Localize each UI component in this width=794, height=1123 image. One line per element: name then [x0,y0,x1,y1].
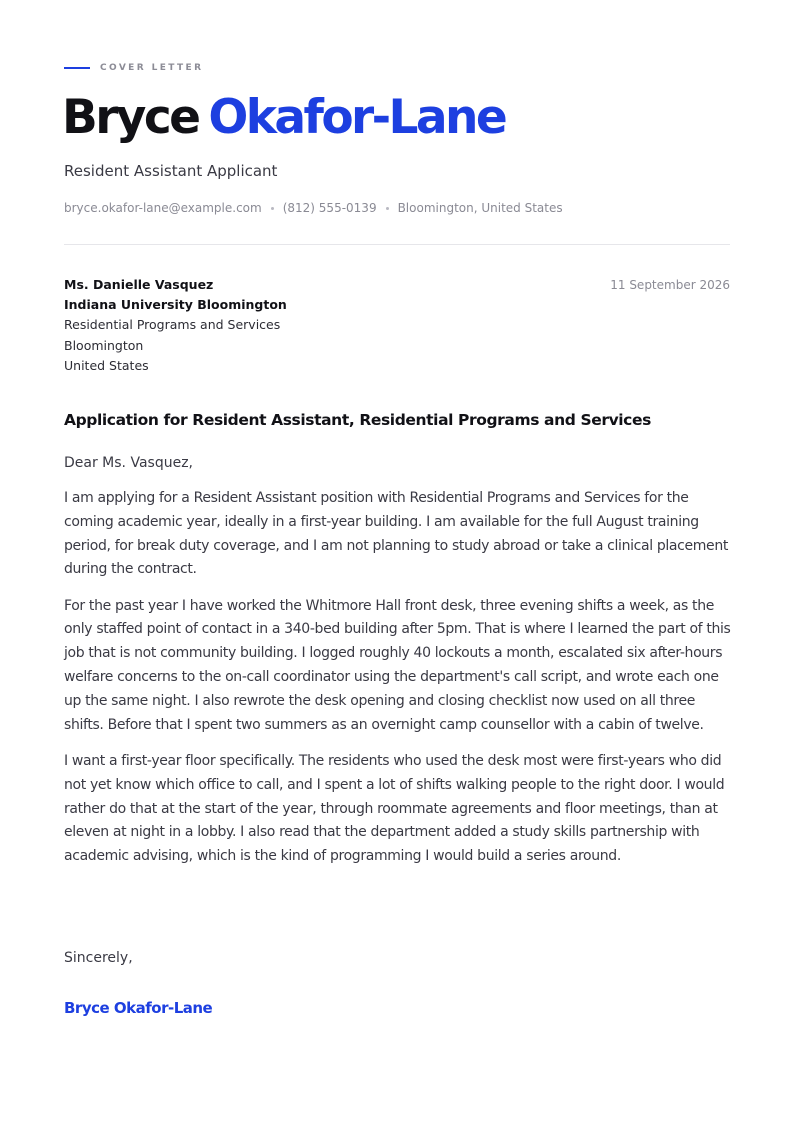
cover-letter-page [64,0,730,1123]
accent-rule [64,67,90,69]
closing: Sincerely, [64,950,133,966]
recipient-name: Ms. Danielle Vasquez [64,277,214,292]
applicant-role: Resident Assistant Applicant [64,162,278,180]
body-paragraph: For the past year I have worked the Whitmore Hall front desk, three evening shifts a week, as the only staffed point of contact in a 340-bed building after 5pm. That is where I learned the part of this job that is not community building. I logged roughly 40 lockouts a month, escalated six after-hours welfare concerns to the on-call coordinator using the department's call script, and wrote each one up the same night. I also rewrote the desk opening and closing checklist now used on all three shifts. Before that I spent two summers as an overnight camp counsellor with a cabin of twelve. [64,597,731,733]
header-divider [64,244,730,245]
applicant-first-name: Bryce [62,90,199,145]
letter-date: 11 September 2026 [610,278,730,292]
separator-dot [271,207,274,210]
letter-subject: Application for Resident Assistant, Residential Programs and Services [64,411,651,429]
recipient-block [64,275,287,376]
document-type-label: COVER LETTER [100,63,204,73]
contact-location: Bloomington, United States [397,201,563,215]
contact-phone: (812) 555-0139 [282,201,377,215]
document-eyebrow [64,62,203,74]
applicant-last-name: Okafor-Lane [208,90,506,145]
applicant-name [62,88,505,148]
recipient-country: United States [64,357,149,373]
recipient-city: Bloomington [64,337,144,353]
contact-line [64,200,563,216]
recipient-organization: Indiana University Bloomington [64,297,287,313]
recipient-department: Residential Programs and Services [64,317,281,333]
contact-email: bryce.okafor-lane@example.com [64,201,262,215]
signature-name: Bryce Okafor-Lane [64,999,213,1017]
salutation: Dear Ms. Vasquez, [64,455,193,471]
body-paragraph: I am applying for a Resident Assistant position with Residential Programs and Services for the coming academic year, ideally in a first-year building. I am available for the full August training period, for break duty coverage, and I am not planning to study abroad or take a clinical placement during the contract. [64,490,728,578]
separator-dot [386,207,389,210]
letter-body [64,487,732,881]
body-paragraph: I want a first-year floor specifically. The residents who used the desk most were first-years who did not yet know which office to call, and I spent a lot of shifts walking people to the right door. I would rather do that at the start of the year, through roommate agreements and floor meetings, than at eleven at night in a lobby. I also read that the department added a study skills partnership with academic advising, which is the kind of programming I would build a series around. [64,752,725,865]
